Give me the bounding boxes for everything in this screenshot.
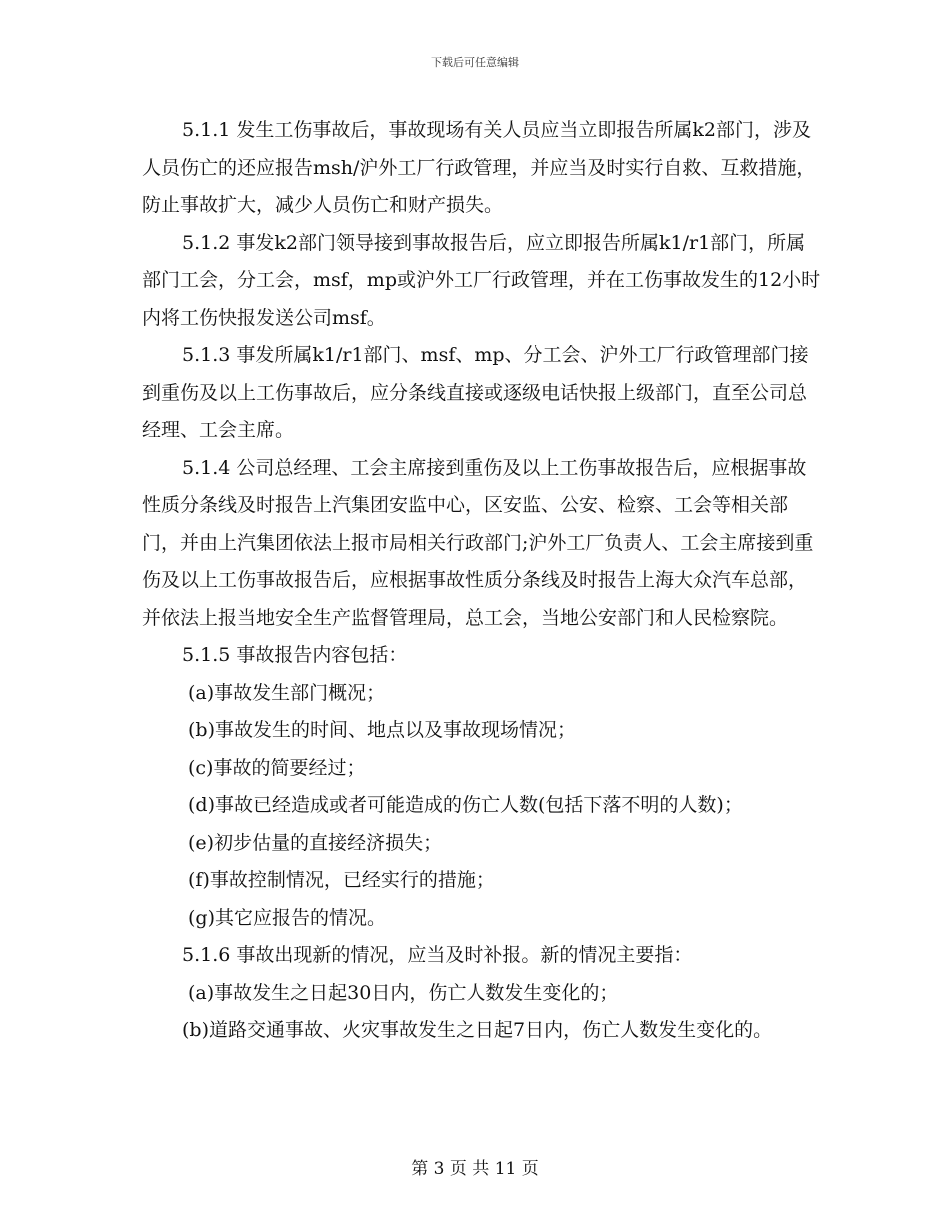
section-5-1-6: 5.1.6 事故出现新的情况，应当及时补报。新的情况主要指： [182, 944, 693, 966]
header-note: 下载后可任意编辑 [431, 56, 519, 69]
list-item: (g)其它应报告的情况。 [188, 906, 386, 929]
section-5-1-4: 5.1.4 公司总经理、工会主席接到重伤及以上工伤事故报告后，应根据事故性质分条线及时报告上汽集团安监中心，区安监、公安、检察、工会等相关部门，并由上汽集团依法上报市局相关行政部门;沪外工厂负责人、工会主席接到重伤及以上工伤事故报告后，应根据事故性质分条线及时报告上海大众汽车总部，并依法上报当地安全生产监督管理局，总工会，当地公安部门和人民检察院。 [142, 456, 814, 629]
list-item: (a)事故发生之日起30日内，伤亡人数发生变化的； [188, 981, 619, 1004]
list-item: (c)事故的简要经过； [188, 756, 366, 779]
list-item: (e)初步估量的直接经济损失； [188, 831, 443, 854]
section-5-1-5: 5.1.5 事故报告内容包括： [182, 644, 408, 666]
list-item: (f)事故控制情况，已经实行的措施； [188, 869, 495, 891]
section-5-1-1: 5.1.1 发生工伤事故后，事故现场有关人员应当立即报告所属k2部门，涉及人员伤亡的还应报告msh/沪外工厂行政管理，并应当及时实行自救、互救措施，防止事故扩大，减少人员伤亡和财产损失。 [142, 119, 816, 216]
list-item: (a)事故发生部门概况； [188, 681, 386, 704]
section-5-1-3: 5.1.3 事发所属k1/r1部门、msf、mp、分工会、沪外工厂行政管理部门接到重伤及以上工伤事故后，应分条线直接或逐级电话快报上级部门，直至公司总经理、工会主席。 [142, 344, 809, 441]
page-number: 第 3 页 共 11 页 [411, 1159, 539, 1179]
list-item-wrapped: (b)道路交通事故、火灾事故发生之日起7日内，伤亡人数发生变化的。 [182, 1019, 773, 1041]
list-item: (d)事故已经造成或者可能造成的伤亡人数(包括下落不明的人数)； [188, 794, 743, 816]
document-body [142, 112, 822, 1050]
list-item: (b)事故发生的时间、地点以及事故现场情况； [188, 719, 576, 741]
section-5-1-2: 5.1.2 事发k2部门领导接到事故报告后，应立即报告所属k1/r1部门，所属部门工会，分工会，msf，mp或沪外工厂行政管理，并在工伤事故发生的12小时内将工伤快报发送公司msf。 [142, 231, 821, 329]
